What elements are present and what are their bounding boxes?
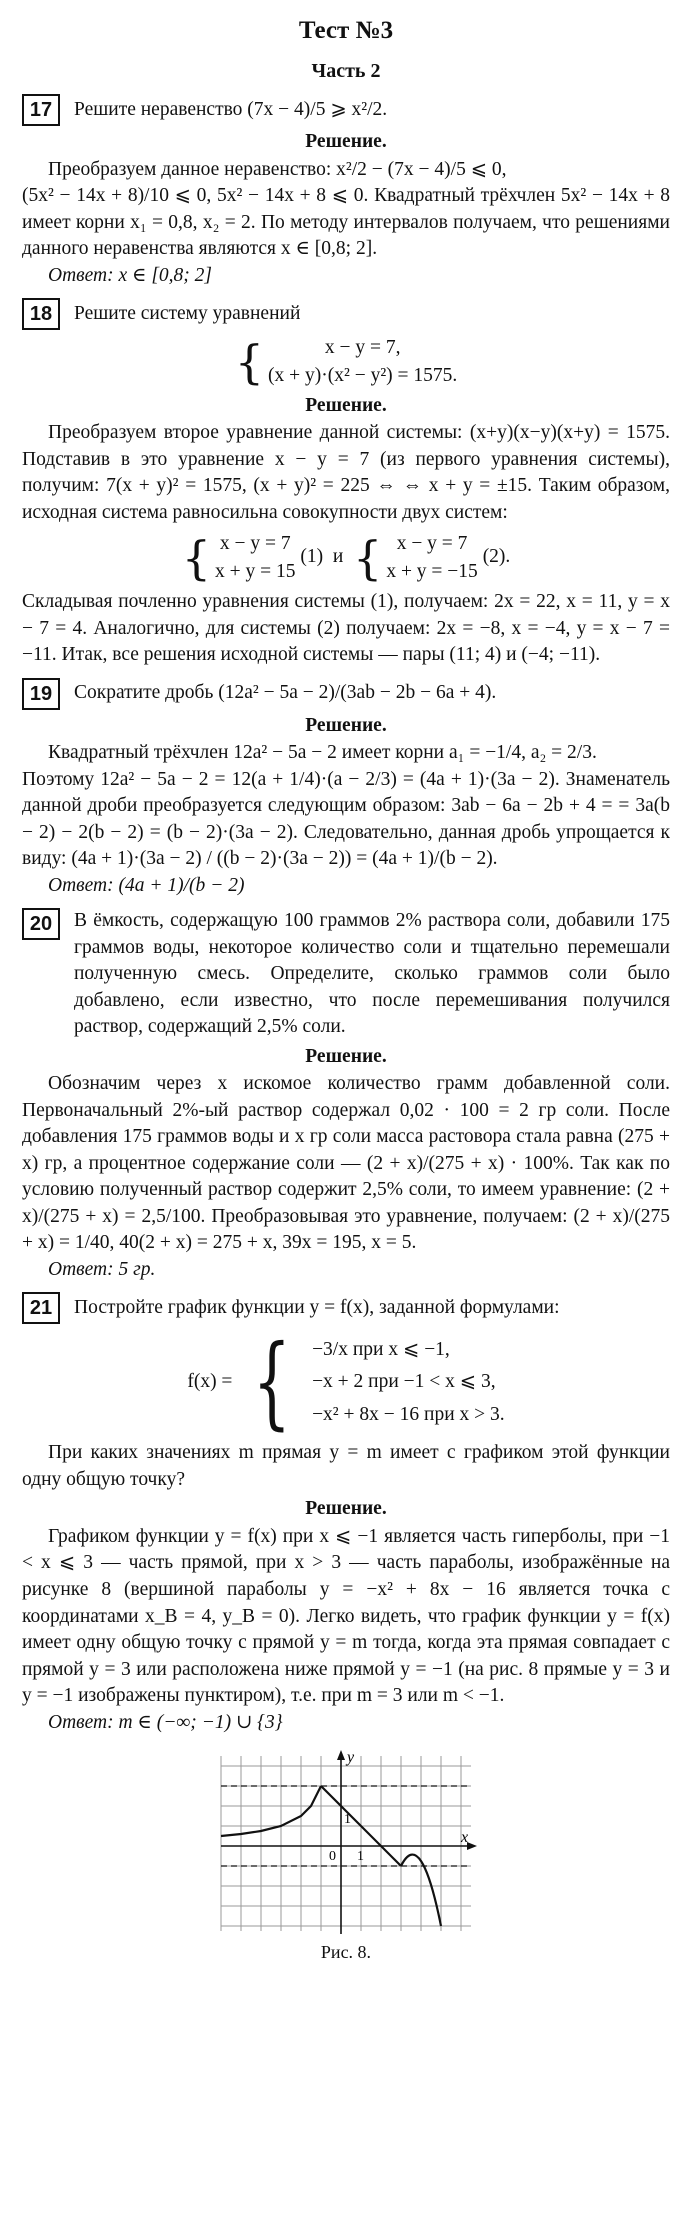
equation-system [22, 334, 670, 389]
piecewise-function [22, 1323, 670, 1441]
question-text: При каких значениях m прямая y = m имеет с графиком этой функции одну общую точку? [22, 1442, 670, 1490]
task-header [22, 908, 670, 1041]
solution-text: Складывая почленно уравнения системы (1), получаем: 2x = 22, x = 11, y = x − 7 = 4. Аналогично, для системы (2) получаем: 2x = −8, x = −4, y = x − 7 = −11. Итак, все решения исходной системы — пары (11; 4) и (−4; −11). [22, 591, 670, 666]
y-axis-label: y [347, 1749, 355, 1767]
solution-title: Решение. [305, 394, 387, 416]
solution-text: Преобразуем данное неравенство: x²/2 − (7x − 4)/5 ⩽ 0, [48, 158, 507, 180]
task-number: 19 [22, 678, 60, 710]
solution-text: (5x² − 14x + 8)/10 ⩽ 0, 5x² − 14x + 8 ⩽ 0. Квадратный трёхчлен 5x² − 14x + 8 имеет корни x₁ = 0,8, x₂ = 2. По методу интервалов получаем, что решениями данного неравенства являются x ∈ [0,8; 2]. [22, 185, 670, 260]
task-20 [22, 908, 670, 1283]
page-title: Тест №3 [298, 17, 394, 44]
task-number: 18 [22, 298, 60, 330]
system-set [22, 530, 670, 585]
solution-text: Обозначим через x искомое количество грамм добавленной соли. Первоначальный 2%-ый раствор содержал 0,02 · 100 = 2 гр соли. После добавления 175 граммов воды и x гр соли масса растовора стала равна (275 + x) гр, а процентное содержание соли — (2 + x)/(275 + x) · 100%. Так как по условию полученный раствор содержит 2,5% соли, то имеем уравнение: (2 + x)/(275 + x) = 2,5/100. Преобразовывая это уравнение, получаем: (2 + x)/(275 + x) = 1/40, 40(2 + x) = 275 + x, 39x = 195, x = 5. [22, 1073, 670, 1254]
solution-title: Решение. [305, 131, 387, 153]
case-line: −3/x при x ⩽ −1, [312, 1338, 450, 1360]
task-statement: Постройте график функции y = f(x), заданной формулами: [74, 1297, 560, 1319]
answer: Ответ: x ∈ [0,8; 2] [48, 264, 212, 286]
brace: { [181, 530, 211, 585]
task-19 [22, 678, 670, 900]
task-statement: Сократите дробь (12a² − 5a − 2)/(3ab − 2b − 6a + 4). [74, 682, 497, 704]
task-statement: В ёмкость, содержащую 100 граммов 2% раствора соли, добавили 175 граммов воды, некоторое количество соли и тщательно перемешали полученную смесь. Определите, сколько граммов соли было добавлено, если известно, что после перемешивания получился раствор, содержащий 2,5% соли. [74, 910, 670, 1038]
system-line: x + y = 15 [214, 560, 296, 582]
task-statement: Решите неравенство (7x − 4)/5 ⩾ x²/2. [74, 98, 388, 120]
solution-title: Решение. [305, 714, 387, 736]
system-label: (1) [300, 546, 324, 568]
system-label: (2). [482, 546, 511, 568]
brace: { [353, 530, 383, 585]
solution-text: Поэтому 12a² − 5a − 2 = 12(a + 1/4)·(a − 2/3) = (4a + 1)·(3a − 2). Знаменатель данной дроби преобразуется следующим образом: 3ab − 6a − 2b + 4 = = 3a(b − 2) − 2(b − 2) = (b − 2)·(3a − 2). Следовательно, данная дробь упрощается к виду: (4a + 1)·(3a − 2) / ((b − 2)·(3a − 2)) = (4a + 1)/(b − 2). [22, 768, 670, 870]
hyperbola-branch [221, 1786, 321, 1836]
figure-caption: Рис. 8. [320, 1942, 372, 1963]
system-line: x − y = 7 [396, 533, 468, 555]
x-tick-label: 1 [357, 1849, 364, 1865]
task-number: 21 [22, 1292, 60, 1324]
task-21 [22, 1292, 670, 1964]
task-header [22, 1292, 670, 1324]
origin-label: 0 [329, 1849, 336, 1865]
system-line: x − y = 7 [219, 533, 291, 555]
function-graph [211, 1746, 481, 1936]
task-statement: Решите систему уравнений [74, 303, 301, 325]
x-axis-label: x [461, 1829, 469, 1847]
solution-text: Преобразуем второе уравнение данной системы: (x+y)(x−y)(x+y) = 1575. Подставив в это уравнение x − y = 7 (из первого уравнения системы), получим: 7(x + y)² = 1575, (x + y)² = 225 ⇔ ⇔ x + y = ±15. Таким образом, исходная система равносильна совокупности двух систем: [22, 422, 670, 523]
figure-8 [22, 1746, 670, 1964]
function-label: f(x) = [187, 1371, 233, 1393]
brace: { [253, 1323, 292, 1441]
solution-title: Решение. [305, 1045, 387, 1067]
solution-text: Графиком функции y = f(x) при x ⩽ −1 является часть гиперболы, при −1 < x ⩽ 3 — часть прямой, при x > 3 — часть параболы, изображённые на рисунке 8 (вершиной параболы y = −x² + 8x − 16 является точка с координатами x_B = 4, y_B = 0). Легко видеть, что график функции y = f(x) имеет одну общую точку с прямой y = m тогда, когда эта прямая совпадает с прямой y = 3 или расположена ниже прямой y = −1 (на рис. 8 прямые y = 3 и y = −1 изображены пунктиром), т.е. при m = 3 или m < −1. [22, 1525, 670, 1707]
case-line: −x² + 8x − 16 при x > 3. [312, 1403, 505, 1425]
system-line: x − y = 7, [324, 337, 401, 359]
task-18 [22, 298, 670, 668]
answer: Ответ: 5 гр. [48, 1258, 156, 1280]
answer: Ответ: m ∈ (−∞; −1) ∪ {3} [48, 1711, 283, 1733]
answer: Ответ: (4a + 1)/(b − 2) [48, 874, 245, 896]
y-axis-arrow-icon [337, 1750, 345, 1760]
y-tick-label: 1 [344, 1812, 351, 1828]
task-header [22, 678, 670, 710]
grid [221, 1756, 471, 1931]
conjunction: и [332, 546, 344, 568]
task-number: 20 [22, 908, 60, 940]
case-line: −x + 2 при −1 < x ⩽ 3, [312, 1371, 496, 1393]
task-header [22, 94, 670, 126]
brace: { [234, 334, 264, 389]
task-number: 17 [22, 94, 60, 126]
system-line: (x + y)·(x² − y²) = 1575. [268, 364, 458, 386]
system-line: x + y = −15 [386, 560, 478, 582]
part-title: Часть 2 [311, 60, 381, 82]
task-17 [22, 94, 670, 289]
x-axis-arrow-icon [467, 1842, 477, 1850]
solution-text: Квадратный трёхчлен 12a² − 5a − 2 имеет корни a₁ = −1/4, a₂ = 2/3. [48, 742, 597, 764]
solution-title: Решение. [305, 1498, 387, 1520]
task-header [22, 298, 670, 330]
